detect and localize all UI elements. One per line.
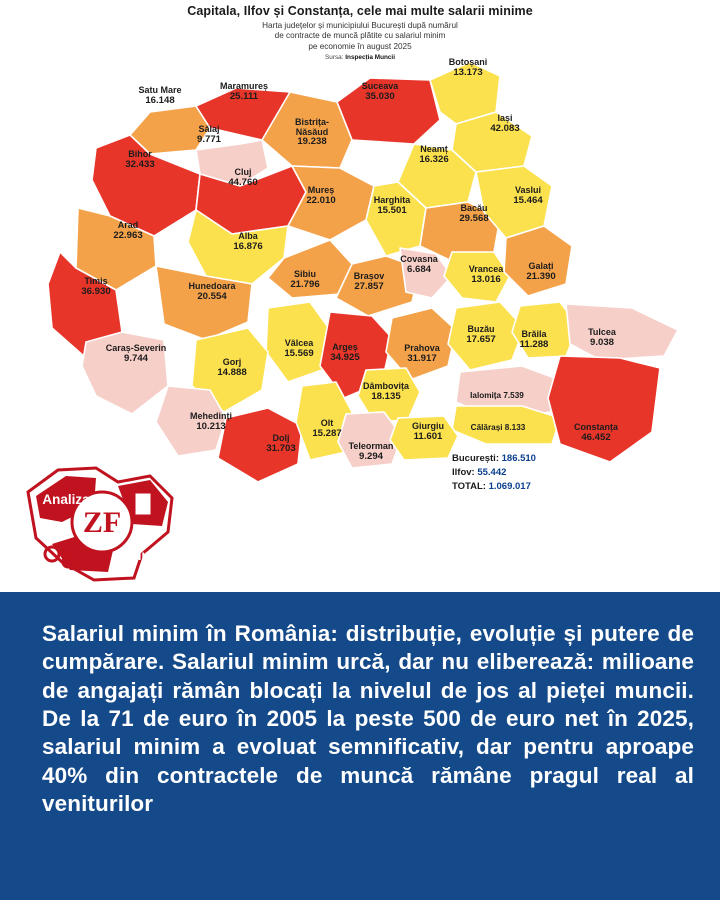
county-value: 15.464	[513, 194, 543, 206]
zf-logo	[22, 462, 182, 584]
county-value: 20.554	[197, 290, 227, 302]
county-name: Vâlcea	[284, 338, 314, 348]
chart-subtitle: Harta județelor și municipiului București după numărul de contracte de muncă plătite cu salariul minim pe economie în august 2025	[262, 21, 458, 51]
county-value: 22.963	[113, 229, 143, 241]
county-dolj[interactable]	[218, 408, 302, 482]
county-value: 19.238	[297, 136, 327, 148]
county-name: Caraș-Severin	[105, 343, 167, 353]
county-constanta[interactable]	[548, 356, 660, 462]
county-name: Neamț	[420, 144, 448, 154]
county-name: Vaslui	[514, 185, 541, 195]
county-value: 32.433	[125, 158, 155, 170]
county-name: Suceava	[361, 81, 399, 91]
county-name: Hunedoara	[188, 281, 236, 291]
county-value: 9.744	[123, 352, 148, 364]
county-name: Prahova	[404, 343, 440, 353]
county-name: Maramureș	[219, 81, 269, 91]
county-name: Dâmbovița	[362, 381, 409, 391]
county-value: 31.917	[407, 352, 437, 364]
county-name: Brăila	[521, 329, 547, 339]
county-name: Teleorman	[348, 441, 394, 451]
county-name: Gorj	[222, 357, 242, 367]
ilfov-label: Ilfov:	[452, 466, 475, 478]
county-name: Cluj	[234, 167, 252, 177]
county-value: 35.030	[365, 90, 395, 102]
county-name: Mureș	[307, 185, 335, 195]
county-value: 15.501	[377, 204, 407, 216]
county-name: Satu Mare	[138, 85, 182, 95]
logo-line2: de luni	[118, 548, 162, 563]
county-value: 9.771	[196, 133, 221, 145]
county-name: Vrancea	[468, 264, 504, 274]
county-value: 44.760	[228, 176, 258, 188]
county-name: Arad	[117, 220, 139, 230]
county-name-cont: Năsăud	[295, 126, 329, 137]
county-name: Timiș	[84, 276, 108, 286]
county-name: Bacău	[460, 203, 488, 213]
county-name: Alba	[238, 231, 258, 241]
source-value: Inspecția Muncii	[345, 53, 395, 61]
county-value: 9.038	[589, 336, 614, 348]
county-suceava[interactable]	[337, 78, 440, 144]
county-giurgiu[interactable]	[390, 416, 458, 460]
county-caras-severin[interactable]	[82, 332, 168, 414]
county-value: 18.135	[371, 390, 401, 402]
county-value: 34.925	[330, 351, 360, 363]
county-name: Galați	[528, 261, 554, 271]
county-name: Giurgiu	[412, 421, 444, 431]
county-valcea[interactable]	[266, 302, 330, 382]
county-name: Covasna	[400, 254, 438, 264]
county-value: 15.287	[312, 427, 342, 439]
county-value: 17.657	[466, 333, 496, 345]
county-value: 22.010	[306, 194, 336, 206]
logo-mark: ZF	[82, 506, 122, 539]
county-value: 25.111	[229, 90, 259, 102]
county-value: 42.083	[490, 122, 520, 134]
county-value: 13.016	[471, 273, 501, 285]
county-name: Brașov	[353, 271, 385, 281]
county-name: Harghita	[373, 195, 411, 205]
county-value: 16.876	[233, 240, 263, 252]
county-vrancea[interactable]	[444, 252, 510, 302]
county-value: 11.288	[519, 338, 549, 350]
county-tulcea[interactable]	[566, 304, 678, 360]
county-value: 9.294	[358, 450, 383, 462]
county-name: Sibiu	[294, 269, 316, 279]
footer-panel	[0, 592, 720, 900]
county-name: Constanța	[573, 422, 618, 432]
county-name: Iași	[497, 113, 513, 123]
county-value: 6.684	[406, 263, 431, 275]
total-value: 1.069.017	[488, 480, 531, 492]
county-value: 29.568	[459, 212, 489, 224]
county-value: 15.569	[284, 347, 314, 359]
county-value: 46.452	[581, 431, 611, 443]
county-name: Tulcea	[588, 327, 616, 337]
county-value: 11.601	[413, 430, 443, 442]
bucuresti-value: 186.510	[501, 453, 536, 464]
county-value: 16.326	[419, 153, 449, 165]
county-value: 14.888	[217, 366, 247, 378]
county-value: 13.173	[453, 66, 483, 78]
county-name: Bistrița-	[294, 117, 329, 127]
county-value: 31.703	[266, 442, 296, 454]
county-name: Olt	[320, 418, 334, 428]
county-value: 36.930	[81, 285, 111, 297]
county-name: Botoșani	[448, 57, 488, 67]
total-label: TOTAL:	[452, 480, 486, 492]
county-name: Mehedinți	[190, 411, 232, 421]
logo-line1: Analiza	[42, 492, 90, 507]
county-value: 10.213	[196, 420, 226, 432]
county-value: 27.857	[354, 280, 384, 292]
county-name: Buzău	[467, 324, 495, 334]
county-buzau[interactable]	[448, 302, 524, 370]
totals-block	[452, 452, 536, 493]
county-galati[interactable]	[504, 226, 572, 296]
county-value: 16.148	[145, 94, 175, 106]
county-name: Argeș	[332, 342, 358, 352]
county-name: Bihor	[128, 149, 152, 159]
county-name: Sălaj	[198, 124, 220, 134]
county-value: 21.390	[526, 270, 556, 282]
county-name: Dolj	[272, 433, 290, 443]
page-title: Capitala, Ilfov și Constanța, cele mai multe salarii minime	[187, 4, 533, 18]
county-name: Călărași 8.133	[470, 423, 526, 432]
source-label: Sursa:	[325, 53, 344, 61]
county-name: Ialomița 7.539	[470, 391, 524, 400]
footer-text: Salariul minim în România: distribuție, evoluție și putere de cumpărare. Salariul minim urcă, dar nu eliberează: milioane de angajați rămân blocați la nivelul de jos al pieței muncii. De la 71 de euro în 2005 la peste 500 de euro net în 2025, salariul minim a evoluat semnificativ, dar pentru aproape 40% din contractele de muncă rămâne pragul real al veniturilor	[42, 621, 694, 817]
county-value: 21.796	[290, 278, 320, 290]
county-mures[interactable]	[288, 166, 374, 240]
bucuresti-label: București:	[452, 453, 499, 464]
ilfov-value: 55.442	[477, 466, 507, 478]
